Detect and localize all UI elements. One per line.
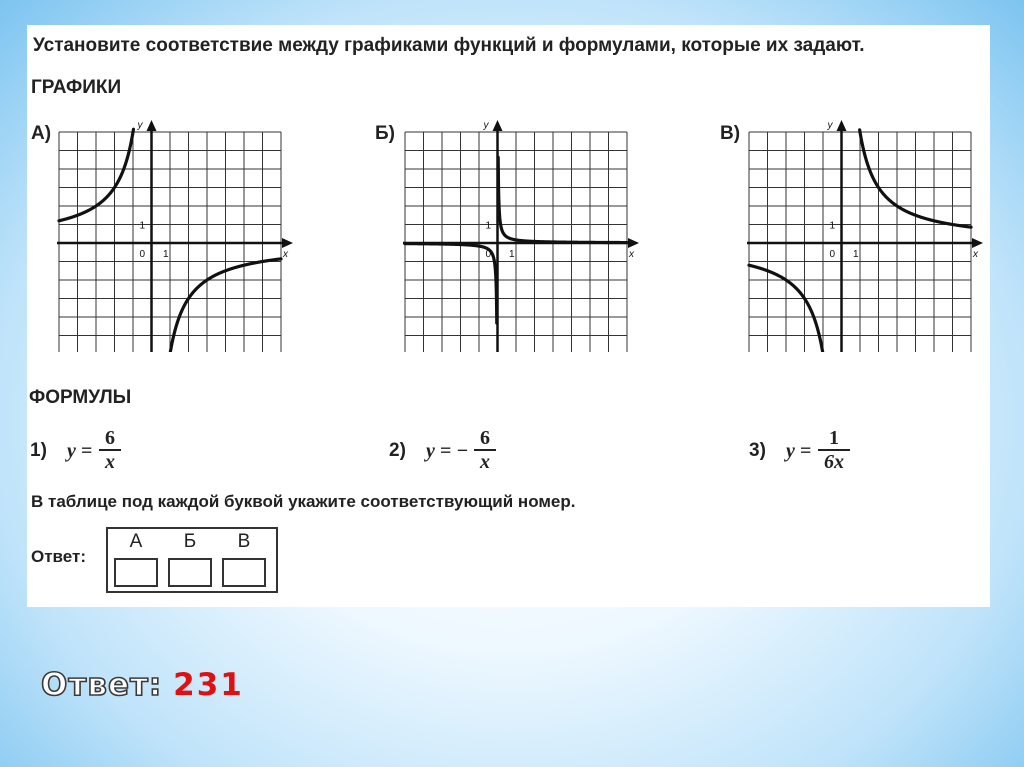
final-answer-value: 231 (173, 667, 244, 703)
formula-3 (749, 427, 909, 487)
answer-column-v: В (237, 531, 251, 552)
task-title: Установите соответствие между графиками функций и формулами, которые их задают. (33, 35, 865, 56)
answer-cell-b[interactable] (168, 558, 212, 587)
graph-label-v: В) (720, 123, 741, 144)
numerator: 6 (105, 427, 115, 449)
final-answer-label: Ответ: (41, 667, 163, 703)
y-axis-arrow (493, 120, 503, 131)
axis-x-label: x (973, 249, 978, 260)
formula-lhs: y = (786, 440, 812, 462)
tick-y-label: 1 (485, 220, 492, 232)
fraction (817, 427, 851, 473)
denominator: x (480, 451, 490, 473)
x-axis-arrow (972, 238, 983, 248)
y-axis-arrow (147, 120, 157, 131)
axis-y-label: y (827, 120, 833, 131)
formula-1 (30, 427, 170, 487)
axis-x-label: x (629, 249, 634, 260)
fraction (98, 427, 122, 473)
graph-v (747, 110, 1007, 352)
axis-y-label: y (483, 120, 489, 131)
axis-y-label: y (137, 120, 143, 131)
x-axis-arrow (628, 238, 639, 248)
graph-label-a: А) (31, 123, 52, 144)
instruction-text: В таблице под каждой буквой укажите соответствующий номер. (31, 492, 576, 511)
formula-number: 1) (30, 440, 47, 461)
tick-y-label: 1 (139, 220, 146, 232)
graphs-heading: ГРАФИКИ (31, 77, 122, 98)
answer-cell-a[interactable] (114, 558, 158, 587)
hyperbola-right-branch (498, 157, 627, 242)
answer-cell-v[interactable] (222, 558, 266, 587)
task-sheet (27, 25, 990, 607)
final-answer (41, 667, 244, 703)
tick-x-label: 1 (509, 249, 515, 260)
graph-b (403, 110, 663, 352)
numerator: 1 (829, 427, 839, 449)
numerator: 6 (480, 427, 490, 449)
fraction (473, 427, 497, 473)
denominator: 6x (824, 451, 844, 473)
formula-number: 2) (389, 440, 406, 461)
tick-x-label: 1 (163, 249, 169, 260)
graph-label-b: Б) (375, 123, 395, 144)
answer-column-b: Б (183, 531, 197, 552)
formula-2 (389, 427, 549, 487)
tick-x-label: 1 (853, 249, 859, 260)
origin-label: 0 (139, 249, 146, 260)
origin-label: 0 (485, 249, 492, 260)
axis-x-label: x (283, 249, 288, 260)
answer-label: Ответ: (31, 547, 86, 566)
formula-lhs: y = (67, 440, 93, 462)
y-axis-arrow (837, 120, 847, 131)
x-axis-arrow (282, 238, 293, 248)
origin-label: 0 (829, 249, 836, 260)
answer-table (106, 527, 278, 593)
hyperbola-left-branch (405, 244, 497, 324)
formulas-heading: ФОРМУЛЫ (29, 387, 132, 408)
graph-a (57, 110, 317, 352)
tick-y-label: 1 (829, 220, 836, 232)
formula-lhs: y = − (426, 440, 469, 462)
denominator: x (105, 451, 115, 473)
formula-number: 3) (749, 440, 766, 461)
answer-column-a: А (129, 531, 143, 552)
